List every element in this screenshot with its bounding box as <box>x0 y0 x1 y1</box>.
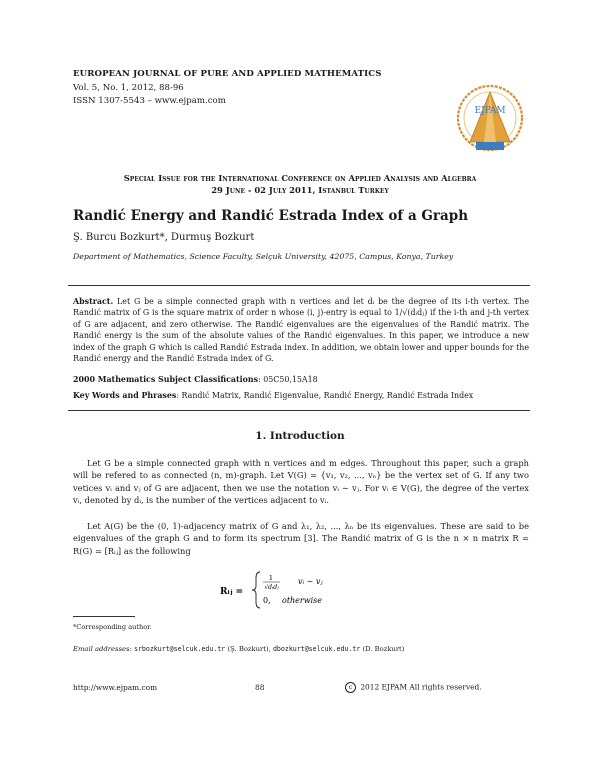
footer-copyright <box>345 682 482 693</box>
eq-case2-cond: otherwise <box>282 596 322 605</box>
page-number: 88 <box>255 683 265 692</box>
keywords-value: : Randić Matrix, Randić Eigenvalue, Randić Energy, Randić Estrada Index <box>176 391 474 400</box>
paper-affiliation: Department of Mathematics, Science Faculty, Selçuk University, 42075, Campus, Konya, Turkey <box>73 252 454 261</box>
email-addresses <box>73 645 404 653</box>
logo-text: EJPAM <box>474 106 506 116</box>
email-1-name: (Ş. Bozkurt), <box>227 645 271 653</box>
journal-volume: Vol. 5, No. 1, 2012, 88-96 <box>73 83 184 93</box>
copyright-icon: c <box>345 682 356 693</box>
bottom-divider <box>68 410 530 411</box>
special-issue-note <box>60 172 540 196</box>
email-2-name: (D. Bozkurt) <box>362 645 405 653</box>
abstract-text: Let G be a simple connected graph with n vertices and let dᵢ be the degree of its i-th vertex. The Randić matrix of G is the square matrix of order n whose (i, j)-entry is equal to 1/√(dᵢdⱼ) if the i-th and j-th vertex of G are adjacent, and zero otherwise. The Randić eigenvalues are the eigenvalues of the Randić matrix. The Randić energy is the sum of the absolute values of the Randić eigenvalues. In this paper, we introduce a new index of the graph G which is called Randić Estrada index. In addition, we obtain lower and upper bounds for the Randić energy and the Randić Estrada index of G. <box>73 297 530 364</box>
footnote-divider <box>73 616 135 617</box>
eq-case1-den: √dᵢdⱼ <box>264 584 279 591</box>
copyright-text: 2012 EJPAM All rights reserved. <box>360 682 482 692</box>
ejpam-logo <box>452 80 528 170</box>
paragraph-2-text: Let A(G) be the (0, 1)-adjacency matrix of G and λ₁, λ₂, ..., λₙ be its eigenvalues. These are said to be eigenvalues of the graph G and to form its spectrum [3]. The Randić matrix of G is the n × n matrix R = R(G) = [Rᵢⱼ] as the following <box>73 521 529 556</box>
footnote: *Corresponding author. <box>73 623 152 631</box>
journal-name: EUROPEAN JOURNAL OF PURE AND APPLIED MATHEMATICS <box>73 69 382 79</box>
randic-matrix-equation <box>220 568 420 612</box>
eq-case1-cond: vᵢ ∼ vⱼ <box>298 577 323 586</box>
paper-authors: Ş. Burcu Bozkurt*, Durmuş Bozkurt <box>73 232 255 243</box>
keywords-line <box>73 391 473 400</box>
abstract-label: Abstract. <box>73 297 114 306</box>
paragraph-1 <box>73 457 529 507</box>
section-heading: 1. Introduction <box>255 430 345 442</box>
email-label: Email addresses: <box>73 645 132 653</box>
eq-case1-num: 1 <box>268 574 274 582</box>
paragraph-2 <box>73 520 529 557</box>
footer-url[interactable]: http://www.ejpam.com <box>73 683 158 692</box>
eq-lhs: Rᵢⱼ = <box>220 587 244 597</box>
special-issue-line2: 29 June - 02 July 2011, Istanbul Turkey <box>211 185 389 195</box>
special-issue-line1: Special Issue for the International Conference on Applied Analysis and Algebra <box>123 173 477 183</box>
top-divider <box>68 285 530 286</box>
paper-title: Randić Energy and Randić Estrada Index of a Graph <box>73 208 469 224</box>
keywords-label: Key Words and Phrases <box>73 391 177 400</box>
email-2[interactable]: dbozkurt@selcuk.edu.tr <box>272 645 361 653</box>
paragraph-1-text: Let G be a simple connected graph with n vertices and m edges. Throughout this paper, such a graph will be refered to as connected (n, m)-graph. Let V(G) = {v₁, v₂, ..., vₙ} be the vertex set of G. If any two vetices vᵢ and vⱼ of G are adjacent, then we use the notation vᵢ ∼ vⱼ. For vᵢ ∈ V(G), the degree of the vertex vᵢ, denoted by dᵢ, is the number of the vertices adjacent to vᵢ. <box>73 458 529 506</box>
msc-value: : 05C50,15A18 <box>258 375 318 384</box>
msc-line <box>73 375 318 384</box>
journal-issn: ISSN 1307-5543 – www.ejpam.com <box>73 96 226 106</box>
abstract <box>73 296 529 364</box>
email-1[interactable]: srbozkurt@selcuk.edu.tr <box>133 645 226 653</box>
msc-label: 2000 Mathematics Subject Classifications <box>73 375 259 384</box>
eq-case2-val: 0, <box>263 596 271 605</box>
